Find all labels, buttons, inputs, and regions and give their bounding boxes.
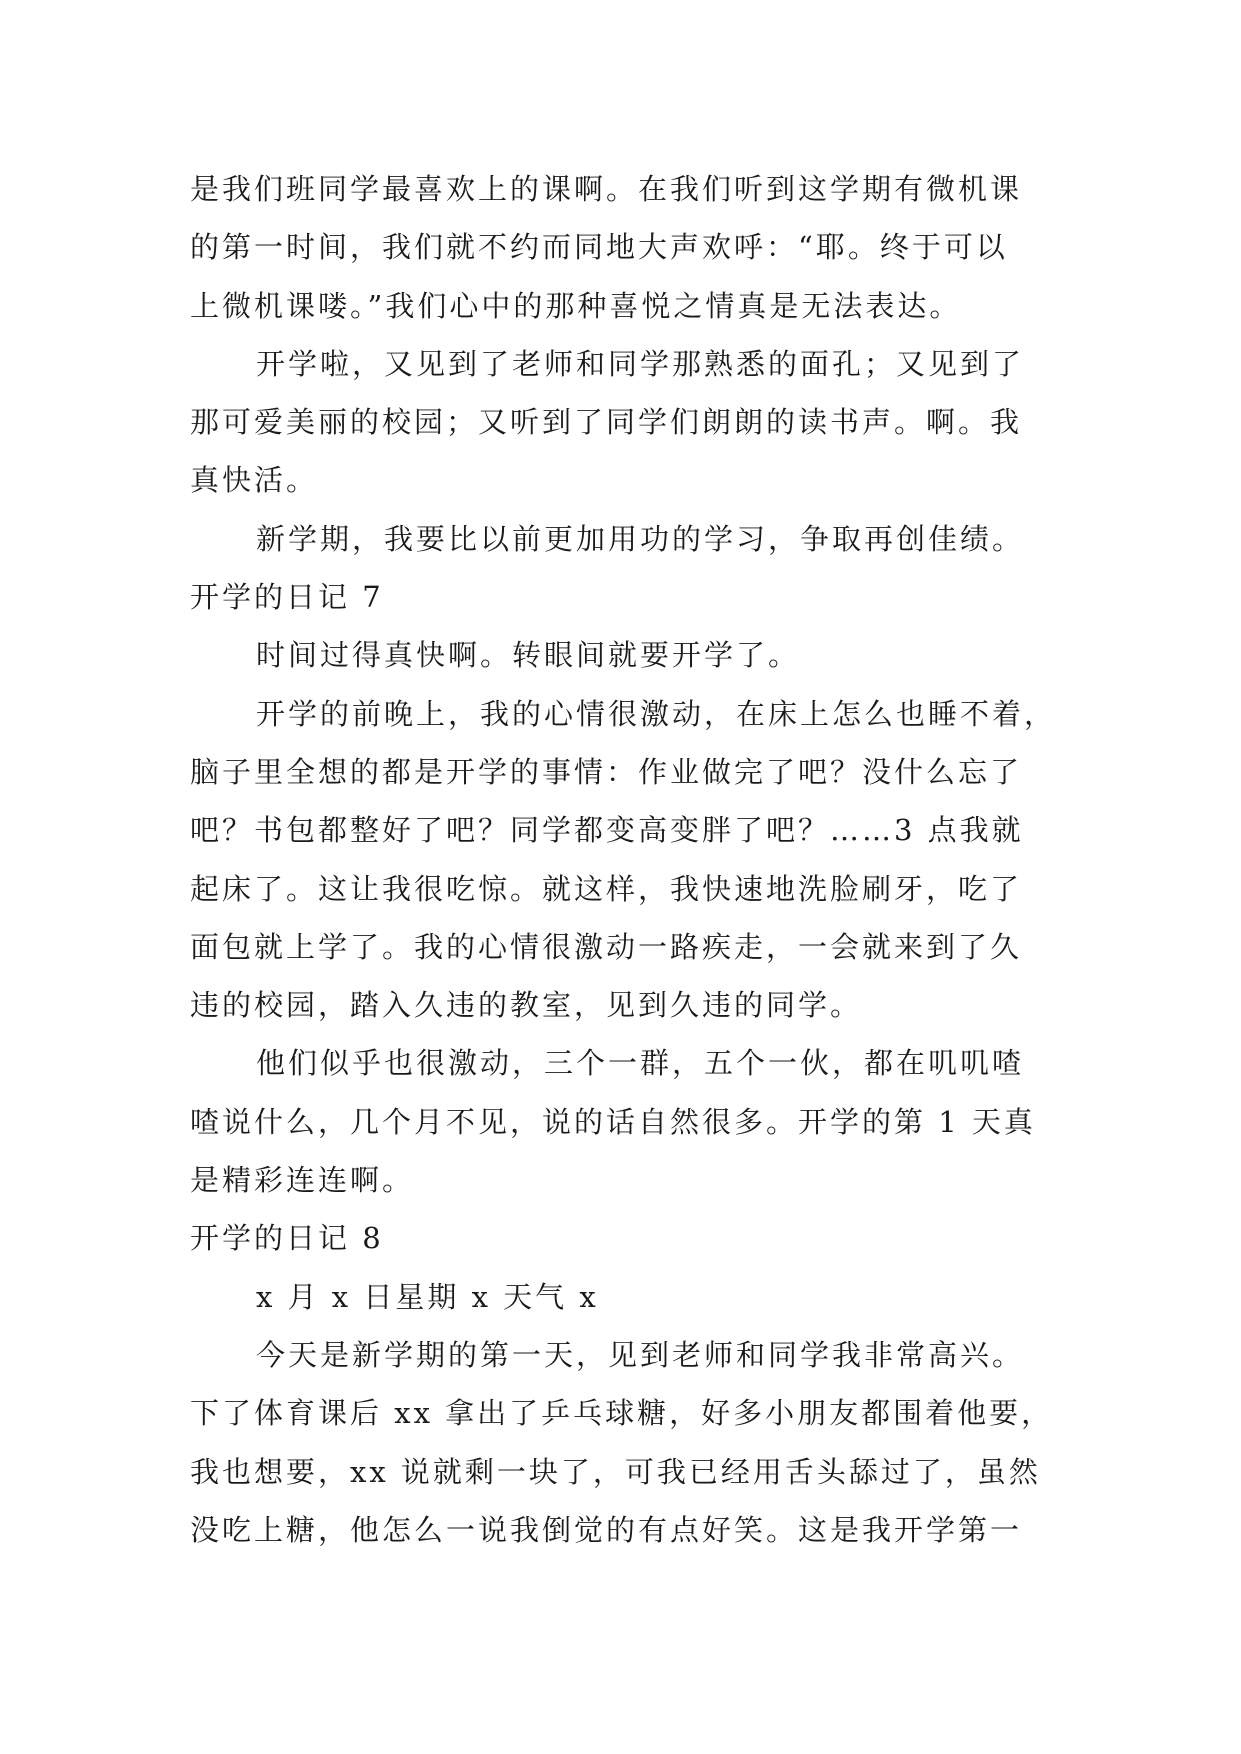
text-line: 真快活。 (190, 463, 319, 498)
paragraph-first-line: 时间过得真快啊。转眼间就要开学了。 (256, 638, 801, 673)
text-line: 吧？书包都整好了吧？同学都变高变胖了吧？……3 点我就 (190, 813, 1024, 848)
paragraph-first-line: 他们似乎也很激动，三个一群，五个一伙，都在叽叽喳 (256, 1046, 1025, 1081)
text-line: 是我们班同学最喜欢上的课啊。在我们听到这学期有微机课 (190, 172, 1023, 206)
diary-date-line: x 月 x 日星期 x 天气 x (256, 1279, 599, 1314)
section-heading: 开学的日记 7 (190, 580, 384, 615)
text-line: 面包就上学了。我的心情很激动一路疾走，一会就来到了久 (190, 929, 1023, 964)
text-line: 的第一时间，我们就不约而同地大声欢呼：“耶。终于可以 (190, 230, 1008, 265)
text-line: 喳说什么，几个月不见，说的话自然很多。开学的第 1 天真 (190, 1104, 1036, 1139)
text-line: 没吃上糖，他怎么一说我倒觉的有点好笑。这是我开学第一 (190, 1512, 1023, 1547)
text-line: 下了体育课后 xx 拿出了乒乓球糖，好多小朋友都围着他要， (190, 1396, 1054, 1431)
text-line: 上微机课喽。”我们心中的那种喜悦之情真是无法表达。 (190, 288, 962, 323)
text-line: 脑子里全想的都是开学的事情：作业做完了吧？没什么忘了 (190, 754, 1023, 789)
text-line: 那可爱美丽的校园；又听到了同学们朗朗的读书声。啊。我 (190, 405, 1023, 440)
paragraph-first-line: 今天是新学期的第一天，见到老师和同学我非常高兴。 (256, 1337, 1025, 1372)
section-heading: 开学的日记 8 (190, 1221, 384, 1256)
text-line: 违的校园，踏入久违的教室，见到久违的同学。 (190, 988, 863, 1023)
text-line: 我也想要，xx 说就剩一块了，可我已经用舌头舔过了，虽然 (190, 1454, 1041, 1489)
text-line: 起床了。这让我很吃惊。就这样，我快速地洗脸刷牙，吃了 (190, 871, 1023, 906)
paragraph-first-line: 开学的前晚上，我的心情很激动，在床上怎么也睡不着， (256, 696, 1057, 731)
paragraph-first-line: 开学啦，又见到了老师和同学那熟悉的面孔；又见到了 (256, 346, 1025, 381)
paragraph-first-line: 新学期，我要比以前更加用功的学习，争取再创佳绩。 (256, 521, 1025, 556)
text-line: 是精彩连连啊。 (190, 1163, 415, 1198)
document-body (190, 160, 1057, 1559)
